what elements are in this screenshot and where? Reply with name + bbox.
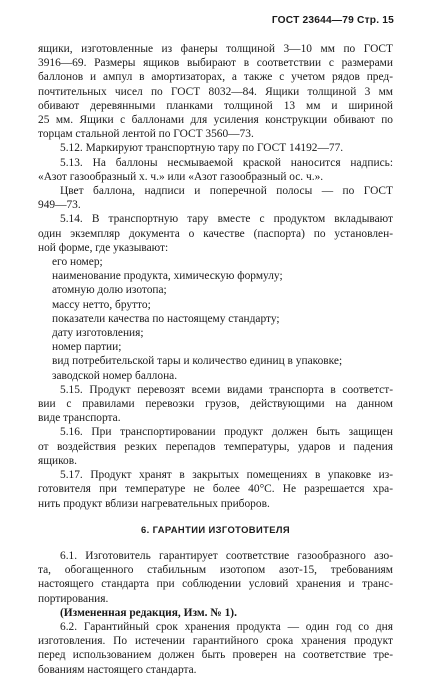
text-line: 5.12. Маркируют транспортную тару по ГОСТ 14192—77.: [60, 142, 344, 155]
text-line: 5.15. Продукт перевозят всеми видами транспорта в соответст-: [60, 383, 393, 396]
text-line: наименование продукта, химическую формулу;: [52, 270, 283, 283]
text-line: ной форме, где указывают:: [38, 241, 169, 254]
text-line: массу нетто, брутто;: [52, 298, 151, 311]
text-line: 3916—69. Размеры ящиков выбирают в соответствии с размерами: [38, 57, 393, 70]
text-line: показатели качества по настоящему стандарту;: [52, 312, 280, 325]
text-line: вид потребительской тары и количество единиц в упаковке;: [52, 355, 343, 368]
text-line: его номер;: [52, 256, 103, 269]
text-line: «Азот газообразный х. ч.» или «Азот газообразный ос. ч.».: [38, 170, 324, 183]
text-line: от воздействия резких перепадов температуры, ударов и падения: [38, 440, 393, 453]
text-line: ящики, изготовленные из фанеры толщиной 3—10 мм по ГОСТ: [38, 43, 393, 55]
text-line: атомную долю изотопа;: [52, 284, 167, 297]
text-line: 5.17. Продукт хранят в закрытых помещениях в упаковке из-: [60, 469, 393, 482]
text-line: торцам стальной лентой по ГОСТ 3560—73.: [38, 128, 254, 141]
text-line: 5.13. На баллоны несмываемой краской наносится надпись:: [60, 156, 393, 169]
text-line: 6.1. Изготовитель гарантирует соответствие газообразного азо-: [60, 549, 393, 562]
text-line: вии с правилами перевозки грузов, действующими на данном: [38, 398, 393, 411]
text-line: ящиков.: [38, 454, 77, 467]
text-line: номер партии;: [52, 341, 122, 354]
text-line: готовителя при температуре не более 40°С. Не разрешается хра-: [38, 483, 393, 496]
text-line: заводской номер баллона.: [52, 369, 178, 382]
text-line: (Измененная редакция, Изм. № 1).: [60, 606, 237, 619]
text-line: 25 мм. Ящики с баллонами для усиления конструкции обивают по: [38, 114, 393, 127]
text-line: 949—73.: [38, 199, 81, 212]
text-line: дату изготовления;: [52, 327, 144, 340]
section-heading: 6. ГАРАНТИИ ИЗГОТОВИТЕЛЯ: [141, 523, 290, 535]
text-line: перед использованием должен быть проверен на соответствие тре-: [38, 649, 393, 662]
text-line: 5.16. При транспортировании продукт должен быть защищен: [60, 426, 393, 439]
text-line: Цвет баллона, надписи и поперечной полосы — по ГОСТ: [60, 185, 393, 198]
text-line: портирования.: [38, 592, 109, 605]
page-header: ГОСТ 23644—79 Стр. 15: [271, 15, 394, 26]
text-line: настоящего стандарта при соблюдении условий хранения и транс-: [38, 578, 393, 591]
text-line: та, обогащенного стабильным изотопом азот-15, требованиям: [38, 564, 393, 577]
text-line: обивают деревянными планками толщиной 13 мм и шириной: [38, 99, 393, 112]
text-line: 5.14. В транспортную тару вместе с продуктом вкладывают: [60, 213, 393, 226]
text-line: бованиям настоящего стандарта.: [38, 663, 197, 676]
text-line: виде транспорта.: [38, 412, 121, 425]
document-body: [38, 42, 393, 677]
text-line: 6.2. Гарантийный срок хранения продукта — один год со дня: [60, 620, 393, 633]
text-line: изготовления. По истечении гарантийного срока хранения продукт: [38, 635, 393, 648]
text-line: баллонов и ампул в амортизаторах, а также с учетом рядов пред-: [38, 71, 393, 84]
spacer: [38, 537, 393, 549]
text-line: почтительных чисел по ГОСТ 8032—84. Ящики толщиной 3 мм: [38, 85, 393, 98]
text-line: один экземпляр документа о качестве (паспорта) по установлен-: [38, 227, 393, 240]
text-line: нить продукт вблизи нагревательных приборов.: [38, 497, 270, 510]
spacer: [38, 511, 393, 523]
